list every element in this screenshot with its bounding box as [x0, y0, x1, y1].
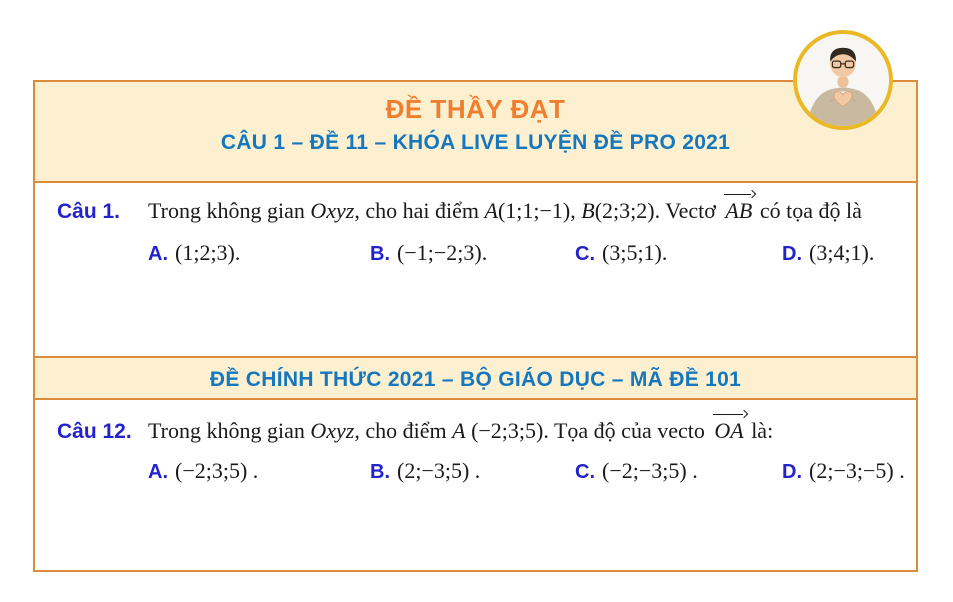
option-value: (1;2;3). — [175, 240, 241, 265]
q1-coords-a: (1;1;−1) — [497, 198, 571, 223]
q12-vector-oa: OA — [714, 418, 744, 443]
q12-math-oxyz: Oxyz — [310, 418, 355, 443]
question-12-label: Câu 12. — [57, 420, 132, 443]
option-a — [148, 458, 370, 484]
q1-math-point-a: A — [484, 198, 498, 223]
q1-coords-b: (2;3;2) — [594, 198, 655, 223]
q1-text-part: , — [570, 198, 582, 223]
option-value: (−2;3;5) . — [175, 458, 259, 483]
option-d — [782, 240, 902, 266]
q1-text-part: , cho hai điểm — [354, 198, 485, 223]
option-letter: C. — [575, 461, 595, 483]
question-1-section — [35, 183, 916, 356]
option-letter: A. — [148, 243, 168, 265]
worksheet-frame — [33, 80, 918, 572]
option-letter: D. — [782, 243, 802, 265]
q1-text-part: . Vectơ — [654, 198, 722, 223]
question-12-row — [57, 416, 902, 445]
banner-title: ĐỀ THẦY ĐẠT — [385, 94, 566, 124]
option-c — [575, 458, 782, 484]
option-letter: A. — [148, 461, 168, 483]
banner2-title: ĐỀ CHÍNH THỨC 2021 – BỘ GIÁO DỤC – MÃ ĐỀ 101 — [209, 368, 742, 391]
option-a — [148, 240, 370, 266]
option-letter: B. — [370, 461, 390, 483]
option-b — [370, 458, 575, 484]
option-letter: B. — [370, 243, 390, 265]
banner-de-thay-dat — [35, 82, 916, 183]
question-1-text — [148, 196, 902, 225]
q12-text-part: , cho điểm — [354, 418, 453, 443]
q1-math-point-b: B — [581, 198, 595, 223]
q12-math-point-a: A — [452, 418, 466, 443]
q1-vector-ab: AB — [725, 198, 753, 223]
option-d — [782, 458, 905, 484]
question-12-section — [35, 400, 916, 570]
option-b — [370, 240, 575, 266]
question-12-options — [148, 458, 905, 484]
q12-text-part: Trong không gian — [148, 418, 311, 443]
option-letter: D. — [782, 461, 802, 483]
q1-text-part: Trong không gian — [148, 198, 311, 223]
q12-text-part: là: — [745, 418, 774, 443]
question-1-options — [148, 240, 902, 266]
q1-text-part: có tọa độ là — [754, 198, 862, 223]
banner-subtitle: CÂU 1 – ĐỀ 11 – KHÓA LIVE LUYỆN ĐỀ PRO 2021 — [220, 131, 731, 154]
option-c — [575, 240, 782, 266]
option-value: (2;−3;5) . — [397, 458, 481, 483]
option-value: (−1;−2;3). — [397, 240, 488, 265]
q12-text-part: . Tọa độ của vecto — [543, 418, 711, 443]
question-1-label: Câu 1. — [57, 200, 121, 223]
teacher-avatar — [793, 30, 893, 130]
option-value: (3;5;1). — [602, 240, 668, 265]
question-1-row — [57, 196, 902, 225]
q12-coords-a: (−2;3;5) — [465, 418, 544, 443]
banner-de-chinh-thuc — [35, 356, 916, 400]
option-value: (3;4;1). — [809, 240, 875, 265]
teacher-photo-icon — [797, 34, 889, 126]
option-letter: C. — [575, 243, 595, 265]
option-value: (−2;−3;5) . — [602, 458, 698, 483]
option-value: (2;−3;−5) . — [809, 458, 905, 483]
question-12-text — [148, 416, 902, 445]
q1-math-oxyz: Oxyz — [310, 198, 355, 223]
